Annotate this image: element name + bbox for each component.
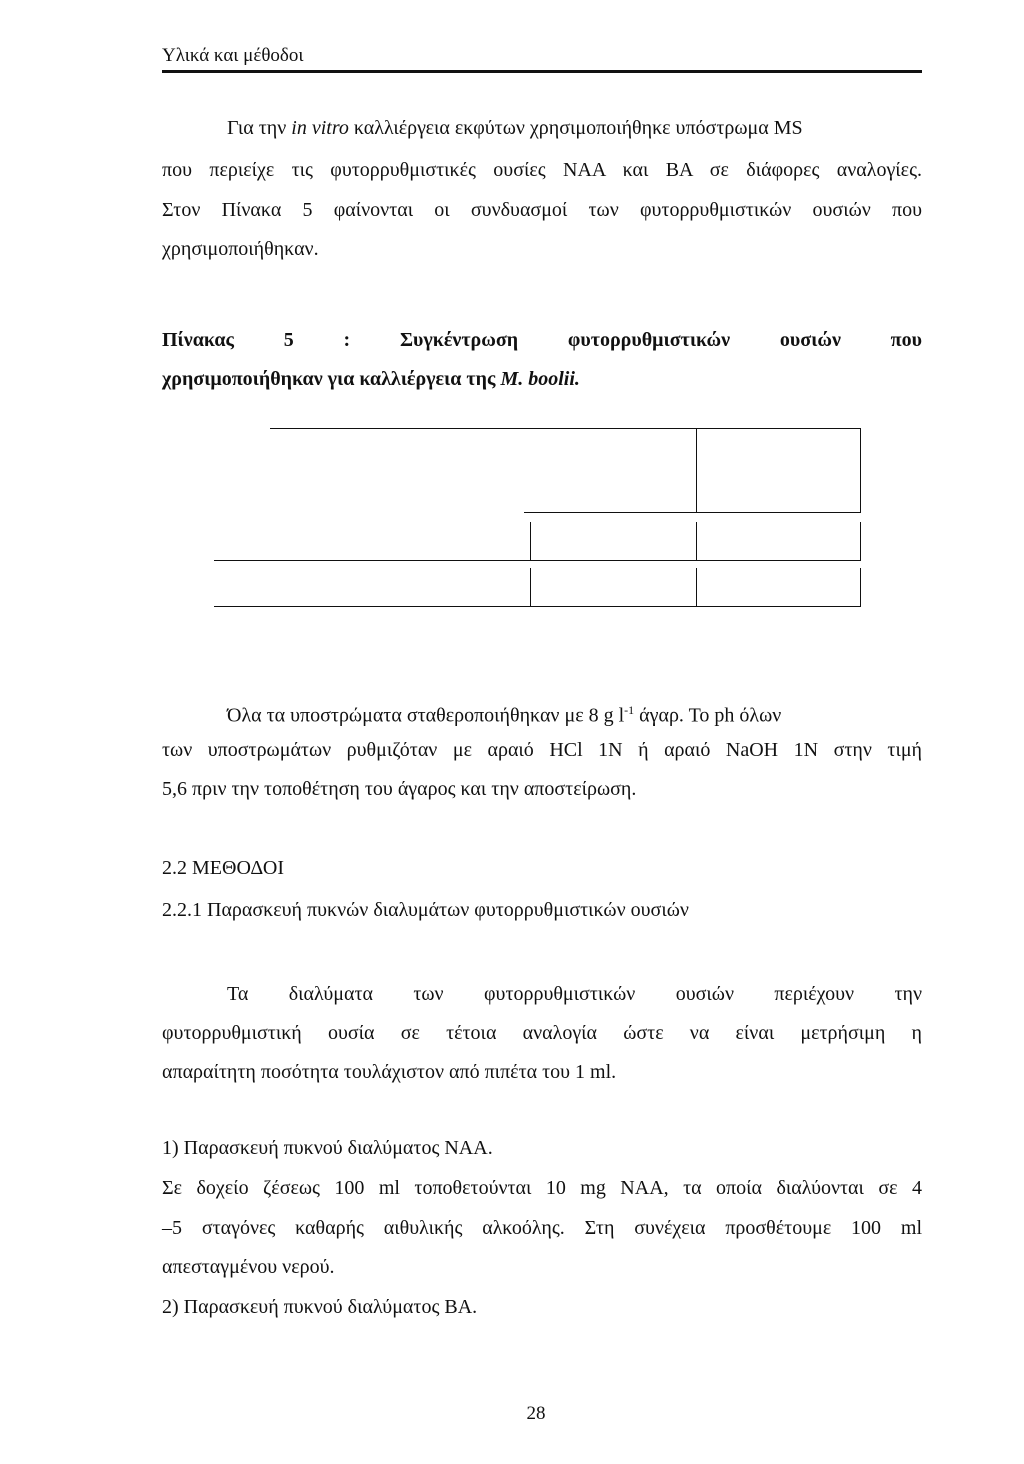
item1-line-1: Σε δοχείο ζέσεως 100 ml τοποθετούνται 10 mg NAA, τα οποία διαλύονται σε 4 bbox=[162, 1177, 922, 1199]
agar-line-1: Όλα τα υποστρώματα σταθεροποιήθηκαν με 8 g $l^{-1}$ άγαρ. Το ph όλων bbox=[227, 703, 782, 727]
table-vline bbox=[860, 522, 861, 560]
table-vline bbox=[860, 428, 861, 512]
item1-heading: 1) Παρασκευή πυκνού διαλύματος ΝΑΑ. bbox=[162, 1137, 493, 1159]
table-top-rule bbox=[270, 428, 861, 429]
item1-line-2: –5 σταγόνες καθαρής αιθυλικής αλκοόλης. Στη συνέχεια προσθέτουμε 100 ml bbox=[162, 1217, 922, 1239]
table-vline bbox=[860, 568, 861, 606]
agar-line-2: των υποστρωμάτων ρυθμιζόταν με αραιό HCl 1N ή αραιό NaOH 1N στην τιμή bbox=[162, 739, 922, 761]
section-heading: 2.2 ΜΕΘΟΔΟΙ bbox=[162, 857, 284, 879]
subsection-heading: 2.2.1 Παρασκευή πυκνών διαλυμάτων φυτορρυθμιστικών ουσιών bbox=[162, 899, 689, 921]
solutions-line-2: φυτορρυθμιστική ουσία σε τέτοια αναλογία ώστε να είναι μετρήσιμη η bbox=[162, 1022, 922, 1044]
intro-line-1: Για την in vitro καλλιέργεια εκφύτων χρησιμοποιήθηκε υπόστρωμα MS bbox=[227, 117, 803, 139]
table-caption-line-2: χρησιμοποιήθηκαν για καλλιέργεια της M. boolii. bbox=[162, 368, 580, 390]
running-header: Υλικά και μέθοδοι bbox=[162, 45, 304, 66]
agar-line-3: 5,6 πριν την τοποθέτηση του άγαρος και την αποστείρωση. bbox=[162, 778, 637, 800]
table-vline bbox=[696, 568, 697, 606]
intro-line-2: που περιείχε τις φυτορρυθμιστικές ουσίες ΝΑΑ και ΒΑ σε διάφορες αναλογίες. bbox=[162, 159, 922, 181]
table-rule bbox=[214, 560, 861, 561]
solutions-line-3: απαραίτητη ποσότητα τουλάχιστον από πιπέτα του 1 ml. bbox=[162, 1061, 617, 1083]
table-vline bbox=[530, 522, 531, 560]
table-bottom-rule bbox=[214, 606, 861, 607]
table-rule bbox=[524, 512, 861, 513]
item2-heading: 2) Παρασκευή πυκνού διαλύματος ΒΑ. bbox=[162, 1296, 478, 1318]
table-vline bbox=[530, 568, 531, 606]
intro-line-4: χρησιμοποιήθηκαν. bbox=[162, 238, 319, 260]
table-vline bbox=[696, 428, 697, 512]
header-rule bbox=[162, 70, 922, 73]
item1-line-3: απεσταγμένου νερού. bbox=[162, 1256, 335, 1278]
page-number: 28 bbox=[526, 1403, 546, 1424]
table-vline bbox=[696, 522, 697, 560]
intro-line-3: Στον Πίνακα 5 φαίνονται οι συνδυασμοί των φυτορρυθμιστικών ουσιών που bbox=[162, 199, 922, 221]
table-caption-line-1: Πίνακας 5 : Συγκέντρωση φυτορρυθμιστικών ουσιών που bbox=[162, 329, 922, 351]
solutions-line-1: Τα διαλύματα των φυτορρυθμιστικών ουσιών περιέχουν την bbox=[227, 983, 922, 1005]
